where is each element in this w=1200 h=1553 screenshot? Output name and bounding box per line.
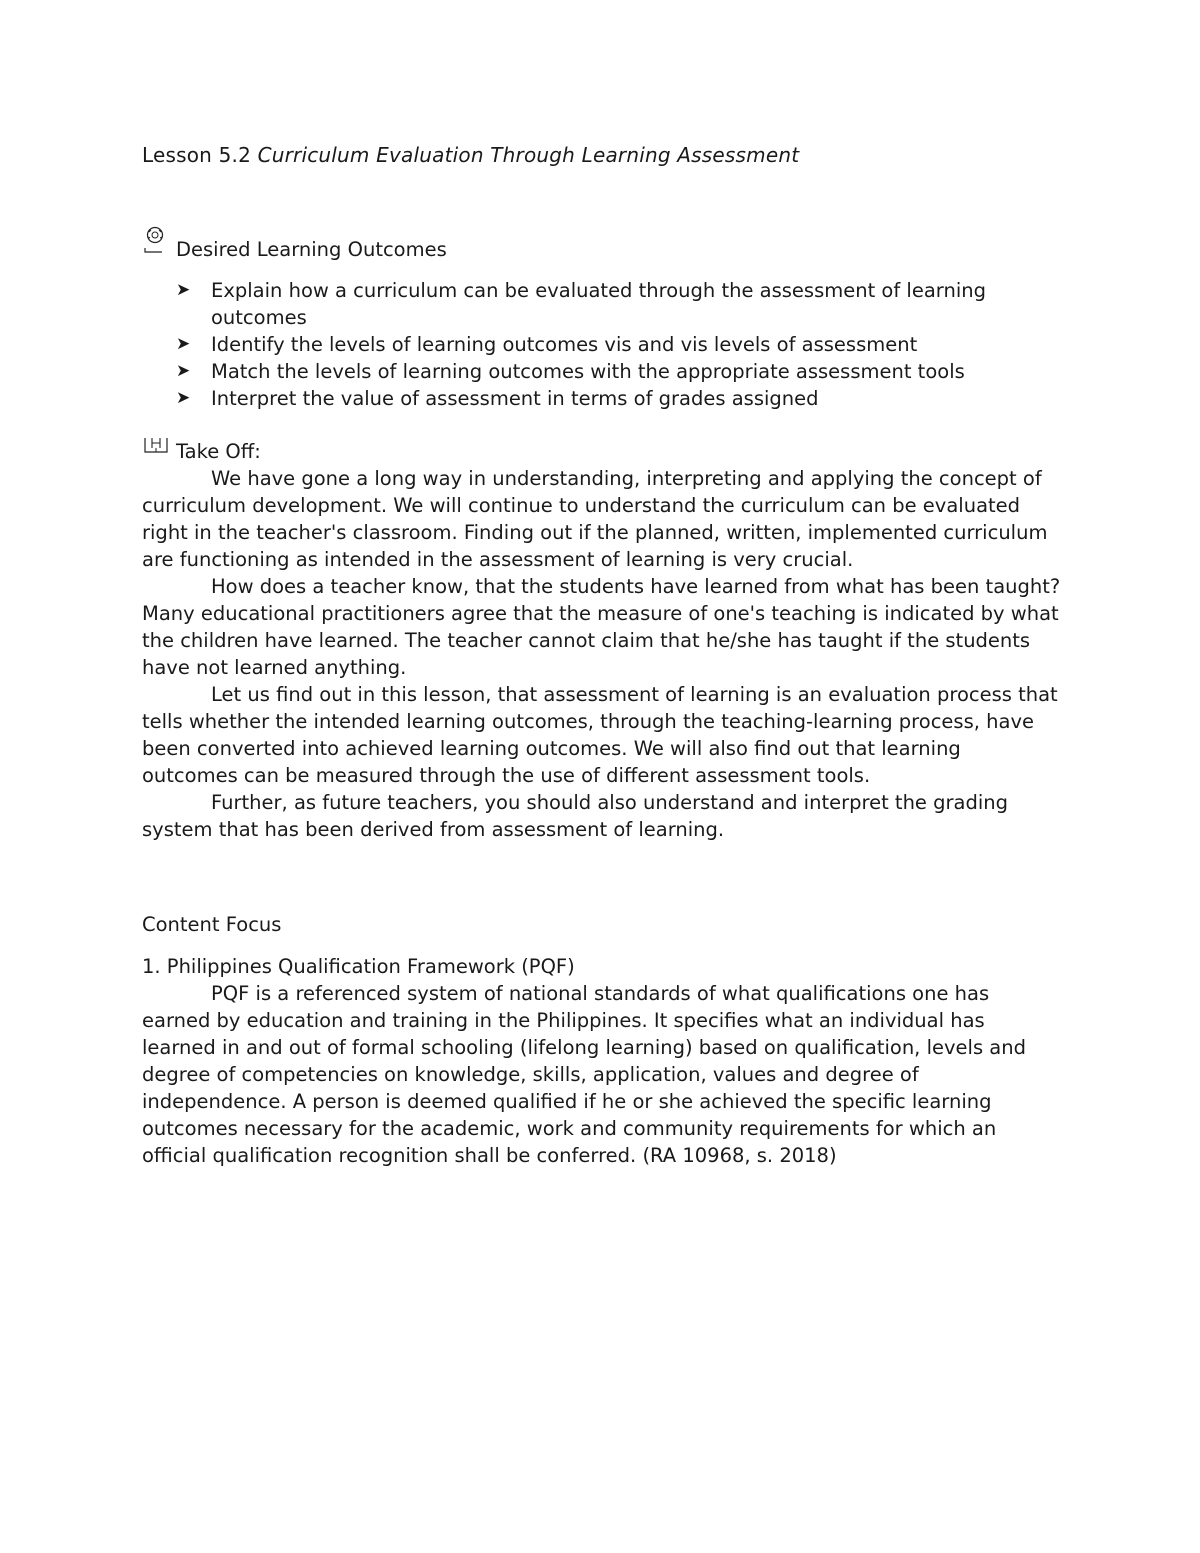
takeoff-paragraph: Further, as future teachers, you should also understand and interpret the grading system that has been derived from assessment of learning. (142, 791, 1008, 841)
list-item (142, 331, 1062, 358)
outcome-text: Interpret the value of assessment in terms of grades assigned (211, 387, 819, 410)
takeoff-heading (142, 434, 1062, 465)
document-page (142, 140, 1062, 1169)
runway-icon (142, 434, 170, 465)
lesson-number: Lesson 5.2 (142, 143, 252, 167)
pqf-paragraph: PQF is a referenced system of national standards of what qualifications one has earned by education and training in the Philippines. It specifies what an individual has learned in and out of formal schooling (lifelong learning) based on qualification, levels and degree of competencies on knowledge, skills, application, values and degree of independence. A person is deemed qualified if he or she achieved the specific learning outcomes necessary for the academic, work and community requirements for which an official qualification recognition shall be conferred. (RA 10968, s. 2018) (142, 982, 1026, 1167)
takeoff-heading-label: Take Off: (176, 440, 261, 463)
outcome-text: Explain how a curriculum can be evaluated through the assessment of learning outcomes (211, 279, 986, 329)
outcomes-heading (142, 226, 1062, 263)
lesson-title-italic: Curriculum Evaluation Through Learning Assessment (257, 143, 800, 167)
arrow-bullet-icon: ➤ (176, 280, 191, 300)
takeoff-paragraph: How does a teacher know, that the students have learned from what has been taught? Many educational practitioners agree that the measure of one's teaching is indicated by what the children have learned. The teacher cannot claim that he/she has taught if the students have not learned anything. (142, 575, 1061, 679)
list-item (142, 277, 1062, 331)
list-item (142, 358, 1062, 385)
outcome-text: Identify the levels of learning outcomes vis and vis levels of assessment (211, 333, 918, 356)
list-item (142, 385, 1062, 412)
content-focus-heading: Content Focus (142, 913, 282, 936)
outcomes-heading-label: Desired Learning Outcomes (176, 238, 447, 261)
takeoff-paragraph: Let us find out in this lesson, that assessment of learning is an evaluation process that tells whether the intended learning outcomes, through the teaching-learning process, have been converted into achieved learning outcomes. We will also find out that learning outcomes can be measured through the use of different assessment tools. (142, 683, 1058, 787)
lesson-title (142, 140, 1062, 170)
arrow-bullet-icon: ➤ (176, 334, 191, 354)
outcome-text: Match the levels of learning outcomes with the appropriate assessment tools (211, 360, 965, 383)
brain-gear-icon (142, 226, 170, 263)
arrow-bullet-icon: ➤ (176, 361, 191, 381)
takeoff-paragraph: We have gone a long way in understanding, interpreting and applying the concept of curriculum development. We will continue to understand the curriculum can be evaluated right in the teacher's classroom. Finding out if the planned, written, implemented curriculum are functioning as intended in the assessment of learning is very crucial. (142, 467, 1048, 571)
arrow-bullet-icon: ➤ (176, 388, 191, 408)
pqf-heading: 1. Philippines Qualification Framework (PQF) (142, 955, 575, 978)
outcomes-list (142, 277, 1062, 412)
